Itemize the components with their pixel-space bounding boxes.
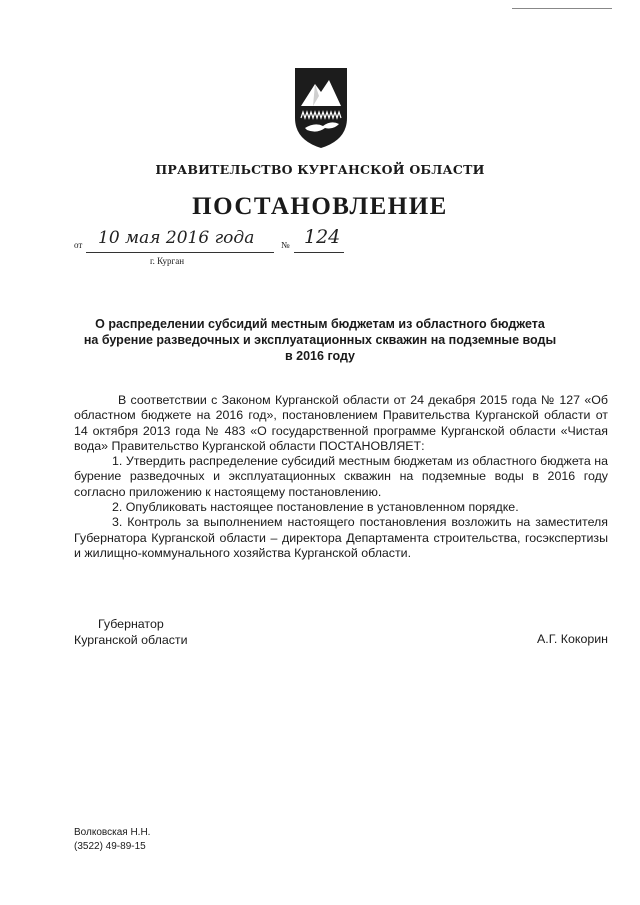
number-underline	[294, 252, 344, 253]
handwritten-number: 124	[304, 226, 341, 248]
executor-contact	[74, 826, 150, 854]
document-title	[60, 316, 580, 364]
date-underline	[86, 252, 274, 253]
title-line: О распределении субсидий местным бюджетам из областного бюджета	[95, 317, 545, 331]
executor-phone: (3522) 49-89-15	[74, 841, 146, 852]
position-line: Курганской области	[74, 633, 188, 647]
title-line: в 2016 году	[285, 349, 355, 363]
clause-1: 1. Утвердить распределение субсидий местным бюджетам из областного бюджета на бурение разведочных и эксплуатационных скважин на подземные воды в 2016 году согласно приложению к настоящему постановлению.	[74, 454, 608, 499]
clause-3: 3. Контроль за выполнением настоящего постановления возложить на заместителя Губернатора Курганской области – директора Департамента строительства, госэкспертизы и жилищно-коммунального хозяйства Курганской области.	[74, 515, 608, 560]
executor-name: Волковская Н.Н.	[74, 827, 151, 838]
government-name: ПРАВИТЕЛЬСТВО КУРГАНСКОЙ ОБЛАСТИ	[155, 162, 485, 177]
signatory-name: А.Г. Кокорин	[536, 632, 608, 646]
document-type-heading: ПОСТАНОВЛЕНИЕ	[192, 193, 448, 220]
preamble-paragraph: В соответствии с Законом Курганской области от 24 декабря 2015 года № 127 «Об областном бюджете на 2016 год», постановлением Правительства Курганской области от 14 октября 2013 года № 483 «О государственной программе Курганской области «Чистая вода» Правительство Курганской области ПОСТАНОВЛЯЕТ:	[74, 393, 608, 453]
signatory-position	[74, 616, 188, 648]
document-body	[74, 393, 608, 561]
date-number-line	[0, 226, 640, 272]
number-label: №	[281, 240, 290, 250]
clause-2: 2. Опубликовать настоящее постановление в установленном порядке.	[112, 500, 519, 515]
date-label: от	[74, 240, 83, 250]
title-line: на бурение разведочных и эксплуатационных скважин на подземные воды	[83, 333, 557, 347]
coat-of-arms-icon	[293, 66, 349, 150]
handwritten-date: 10 мая 2016 года	[98, 228, 255, 248]
position-line: Губернатор	[98, 617, 164, 631]
scan-mark	[512, 8, 612, 9]
city-label: г. Курган	[150, 256, 185, 266]
